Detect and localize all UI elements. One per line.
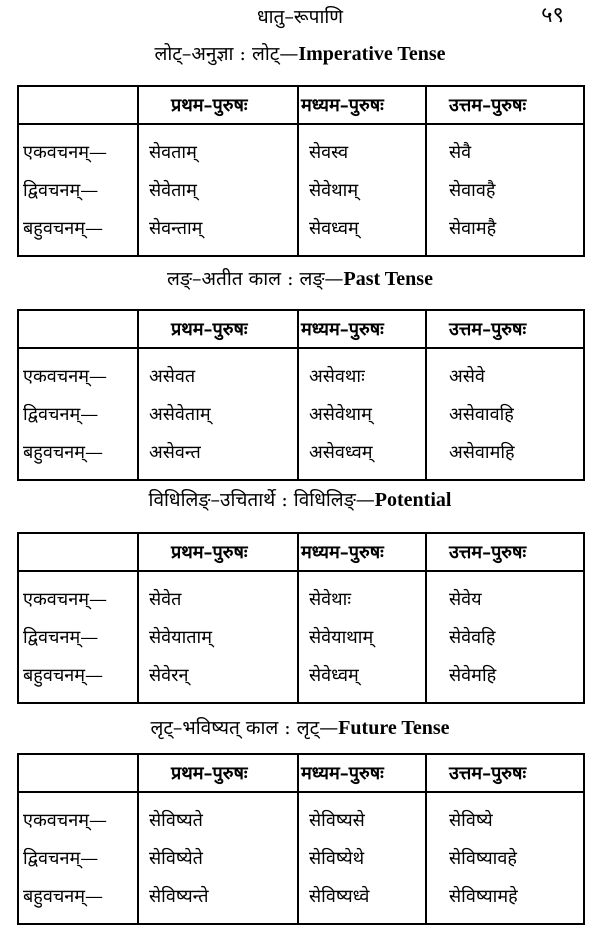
row-label: एकवचनम्— [18, 792, 138, 839]
table-row [18, 124, 584, 171]
header-corner-cell [18, 533, 138, 571]
table-header-row [18, 86, 584, 124]
table-header-row [18, 754, 584, 792]
table-row [18, 348, 584, 395]
conjugation-table-past [17, 309, 585, 481]
column-header-first-person: प्रथम–पुरुषः [138, 86, 298, 124]
row-label: बहुवचनम्— [18, 433, 138, 480]
table-cell: सेविष्यन्ते [138, 877, 298, 924]
section-heading-potential [0, 486, 600, 514]
table-cell: सेवै [426, 124, 584, 171]
section-heading-hindi: लङ्–अतीत काल : लङ्— [167, 268, 344, 290]
table-cell: असेवे [426, 348, 584, 395]
section-heading-imperative [0, 40, 600, 68]
section-heading-hindi: लृट्–भविष्यत् काल : लृट्— [150, 717, 339, 739]
column-header-uttama-person: उत्तम–पुरुषः [426, 86, 584, 124]
table-cell: सेवामहै [426, 209, 584, 256]
table-cell: सेवध्वम् [298, 209, 426, 256]
section-heading-english: Past Tense [343, 268, 433, 290]
column-header-first-person: प्रथम–पुरुषः [138, 533, 298, 571]
row-label: एकवचनम्— [18, 124, 138, 171]
table-cell: सेवेताम् [138, 171, 298, 209]
row-label: एकवचनम्— [18, 571, 138, 618]
column-header-first-person: प्रथम–पुरुषः [138, 754, 298, 792]
table-cell: सेवेध्वम् [298, 656, 426, 703]
table-cell: असेवथाः [298, 348, 426, 395]
row-label: बहुवचनम्— [18, 209, 138, 256]
table-cell: सेवस्व [298, 124, 426, 171]
table-cell: असेवत [138, 348, 298, 395]
table-cell: सेविष्यध्वे [298, 877, 426, 924]
table-cell: सेवेय [426, 571, 584, 618]
table-cell: सेवावहै [426, 171, 584, 209]
column-header-middle-person: मध्यम–पुरुषः [298, 533, 426, 571]
column-header-middle-person: मध्यम–पुरुषः [298, 310, 426, 348]
table-cell: सेवेरन् [138, 656, 298, 703]
section-heading-past [0, 265, 600, 293]
row-label: द्विवचनम्— [18, 171, 138, 209]
table-cell: असेवामहि [426, 433, 584, 480]
section-heading-english: Imperative Tense [298, 43, 446, 65]
table-cell: सेवेमहि [426, 656, 584, 703]
table-cell: सेवेयाथाम् [298, 618, 426, 656]
row-label: एकवचनम्— [18, 348, 138, 395]
header-corner-cell [18, 310, 138, 348]
table-cell: सेविष्यावहे [426, 839, 584, 877]
table-cell: सेवेत [138, 571, 298, 618]
row-label: द्विवचनम्— [18, 395, 138, 433]
table-row [18, 618, 584, 656]
column-header-middle-person: मध्यम–पुरुषः [298, 86, 426, 124]
table-cell: असेवध्वम् [298, 433, 426, 480]
conjugation-table-imperative [17, 85, 585, 257]
table-row [18, 171, 584, 209]
table-cell: असेवावहि [426, 395, 584, 433]
page-header [0, 0, 600, 36]
table-cell: सेवताम् [138, 124, 298, 171]
column-header-uttama-person: उत्तम–पुरुषः [426, 533, 584, 571]
header-corner-cell [18, 86, 138, 124]
column-header-middle-person: मध्यम–पुरुषः [298, 754, 426, 792]
table-cell: असेवन्त [138, 433, 298, 480]
table-row [18, 571, 584, 618]
table-row [18, 839, 584, 877]
column-header-uttama-person: उत्तम–पुरुषः [426, 754, 584, 792]
table-cell: असेवेथाम् [298, 395, 426, 433]
table-cell: सेविष्यामहे [426, 877, 584, 924]
section-heading-english: Future Tense [338, 717, 450, 739]
section-heading-hindi: विधिलिङ्–उचितार्थे : विधिलिङ्— [148, 489, 375, 511]
table-cell: सेविष्ये [426, 792, 584, 839]
table-cell: सेवेथाम् [298, 171, 426, 209]
header-corner-cell [18, 754, 138, 792]
table-row [18, 792, 584, 839]
page-title: धातु–रूपाणि [256, 6, 344, 28]
table-row [18, 209, 584, 256]
conjugation-table-future [17, 753, 585, 925]
table-cell: सेवन्ताम् [138, 209, 298, 256]
section-heading-hindi: लोट्–अनुज्ञा : लोट्— [154, 43, 299, 65]
page-number: ५९ [541, 3, 564, 28]
table-cell: सेविष्यते [138, 792, 298, 839]
table-row [18, 395, 584, 433]
table-cell: सेवेयाताम् [138, 618, 298, 656]
table-cell: सेविष्येथे [298, 839, 426, 877]
table-row [18, 433, 584, 480]
column-header-first-person: प्रथम–पुरुषः [138, 310, 298, 348]
row-label: बहुवचनम्— [18, 877, 138, 924]
table-row [18, 656, 584, 703]
table-row [18, 877, 584, 924]
table-cell: असेवेताम् [138, 395, 298, 433]
table-header-row [18, 533, 584, 571]
table-header-row [18, 310, 584, 348]
table-cell: सेविष्यसे [298, 792, 426, 839]
table-cell: सेवेथाः [298, 571, 426, 618]
table-cell: सेविष्येते [138, 839, 298, 877]
table-cell: सेवेवहि [426, 618, 584, 656]
row-label: द्विवचनम्— [18, 839, 138, 877]
column-header-uttama-person: उत्तम–पुरुषः [426, 310, 584, 348]
row-label: द्विवचनम्— [18, 618, 138, 656]
section-heading-english: Potential [374, 489, 452, 511]
conjugation-table-potential [17, 532, 585, 704]
section-heading-future [0, 714, 600, 742]
row-label: बहुवचनम्— [18, 656, 138, 703]
